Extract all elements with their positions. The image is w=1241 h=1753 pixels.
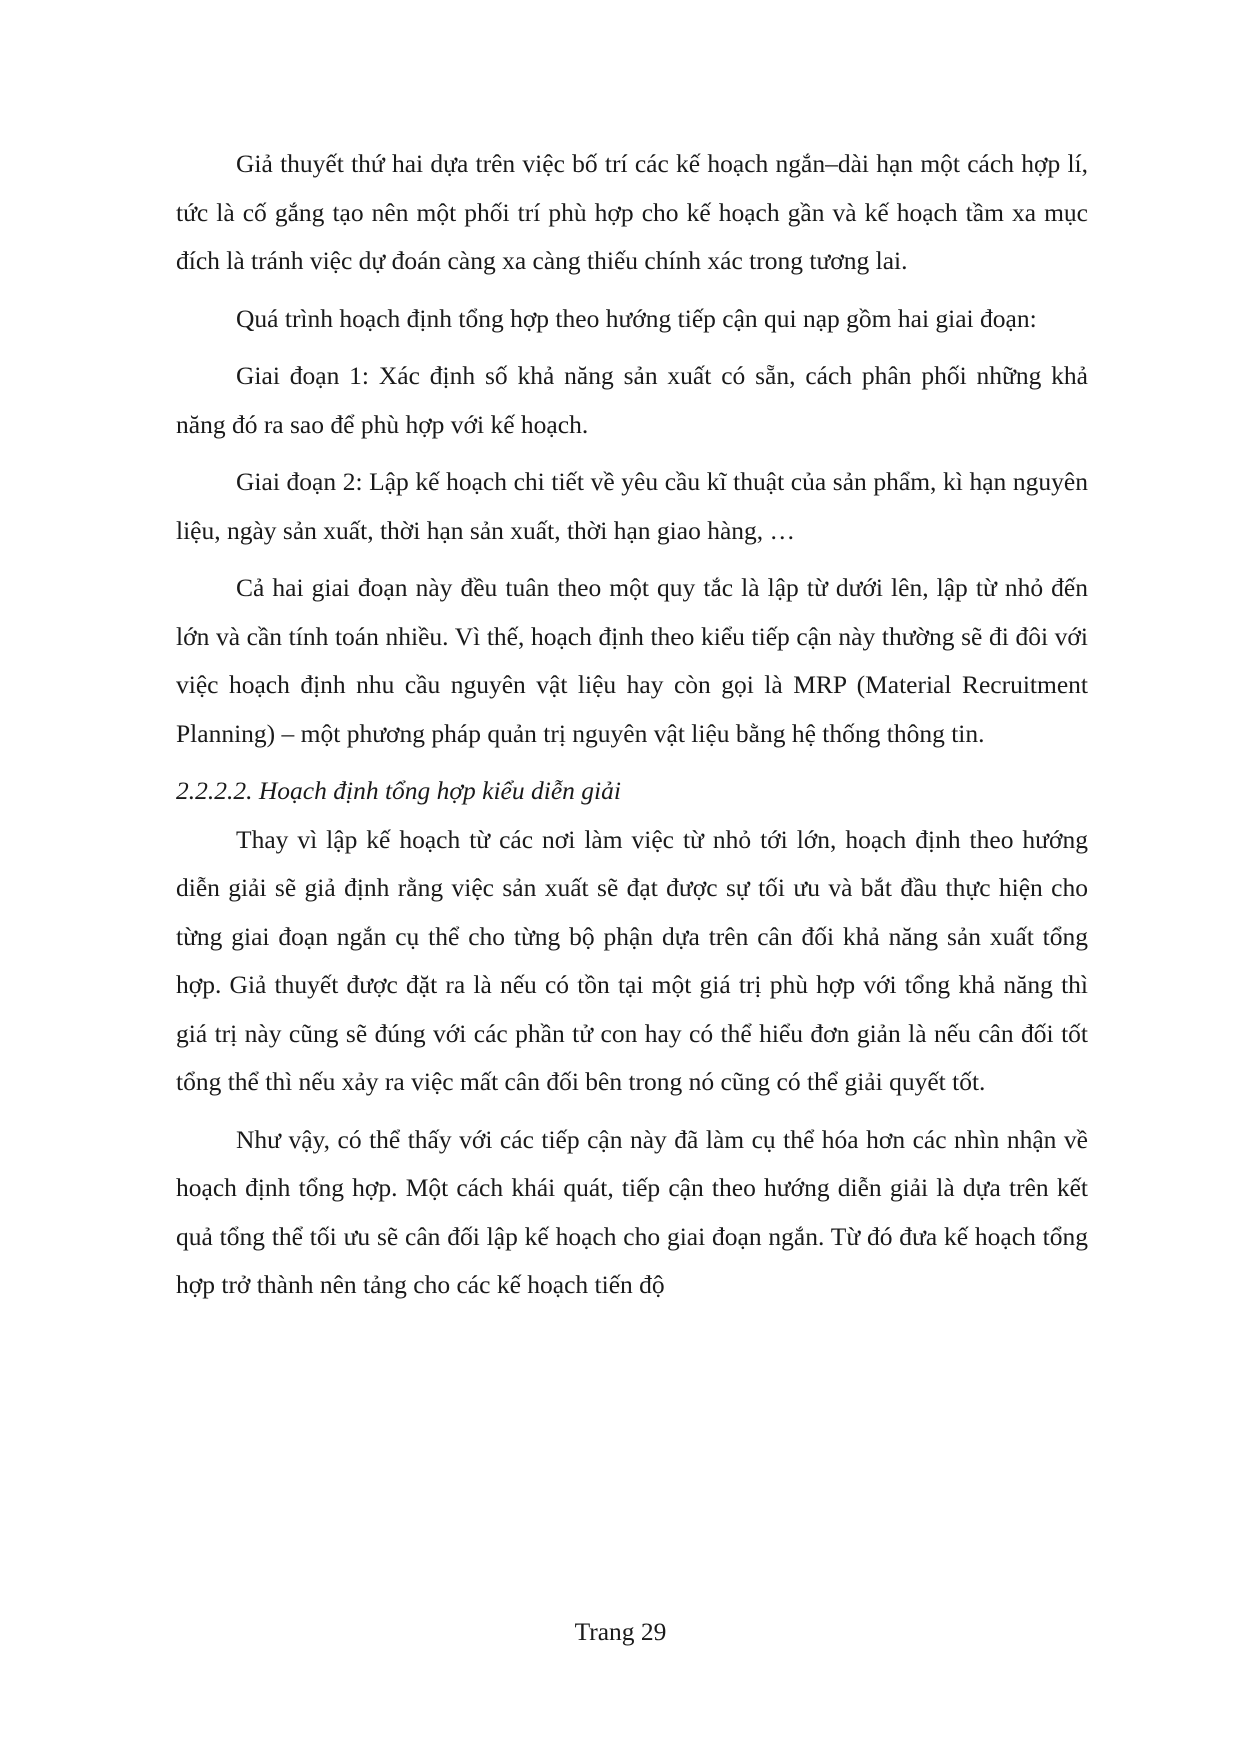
paragraph-2: Quá trình hoạch định tổng hợp theo hướng tiếp cận qui nạp gồm hai giai đoạn: xyxy=(236,303,1037,333)
paragraph-4: Giai đoạn 2: Lập kế hoạch chi tiết về yêu cầu kĩ thuật của sản phẩm, kì hạn nguyên liệu, ngày sản xuất, thời hạn sản xuất, thời hạn giao hàng, … xyxy=(176,467,1088,545)
paragraph-1: Giả thuyết thứ hai dựa trên việc bố trí các kế hoạch ngắn–dài hạn một cách hợp lí, tức là cố gắng tạo nên một phối trí phù hợp cho kế hoạch gần và kế hoạch tầm xa mục đích là tránh việc dự đoán càng xa càng thiếu chính xác trong tương lai. xyxy=(176,149,1088,275)
section-heading: 2.2.2.2. Hoạch định tổng hợp kiểu diễn giải xyxy=(176,776,621,805)
page-number: Trang 29 xyxy=(574,1617,667,1646)
document-body xyxy=(176,140,1088,1310)
paragraph-6: Thay vì lập kế hoạch từ các nơi làm việc từ nhỏ tới lớn, hoạch định theo hướng diễn giải sẽ giả định rằng việc sản xuất sẽ đạt được sự tối ưu và bắt đầu thực hiện cho từng giai đoạn ngắn cụ thể cho từng bộ phận dựa trên cân đối khả năng sản xuất tổng hợp. Giả thuyết được đặt ra là nếu có tồn tại một giá trị phù hợp với tổng khả năng thì giá trị này cũng sẽ đúng với các phần tử con hay có thể hiểu đơn giản là nếu cân đối tốt tổng thể thì nếu xảy ra việc mất cân đối bên trong nó cũng có thể giải quyết tốt. xyxy=(176,824,1088,1096)
paragraph-5: Cả hai giai đoạn này đều tuân theo một quy tắc là lập từ dưới lên, lập từ nhỏ đến lớn và cần tính toán nhiều. Vì thế, hoạch định theo kiểu tiếp cận này thường sẽ đi đôi với việc hoạch định nhu cầu nguyên vật liệu hay còn gọi là MRP (Material Recruitment Planning) – một phương pháp quản trị nguyên vật liệu bằng hệ thống thông tin. xyxy=(176,573,1088,748)
paragraph-7: Như vậy, có thể thấy với các tiếp cận này đã làm cụ thể hóa hơn các nhìn nhận về hoạch định tổng hợp. Một cách khái quát, tiếp cận theo hướng diễn giải là dựa trên kết quả tổng thể tối ưu sẽ cân đối lập kế hoạch cho giai đoạn ngắn. Từ đó đưa kế hoạch tổng hợp trở thành nên tảng cho các kế hoạch tiến độ xyxy=(176,1124,1088,1299)
paragraph-3: Giai đoạn 1: Xác định số khả năng sản xuất có sẵn, cách phân phối những khả năng đó ra sao để phù hợp với kế hoạch. xyxy=(176,361,1088,439)
